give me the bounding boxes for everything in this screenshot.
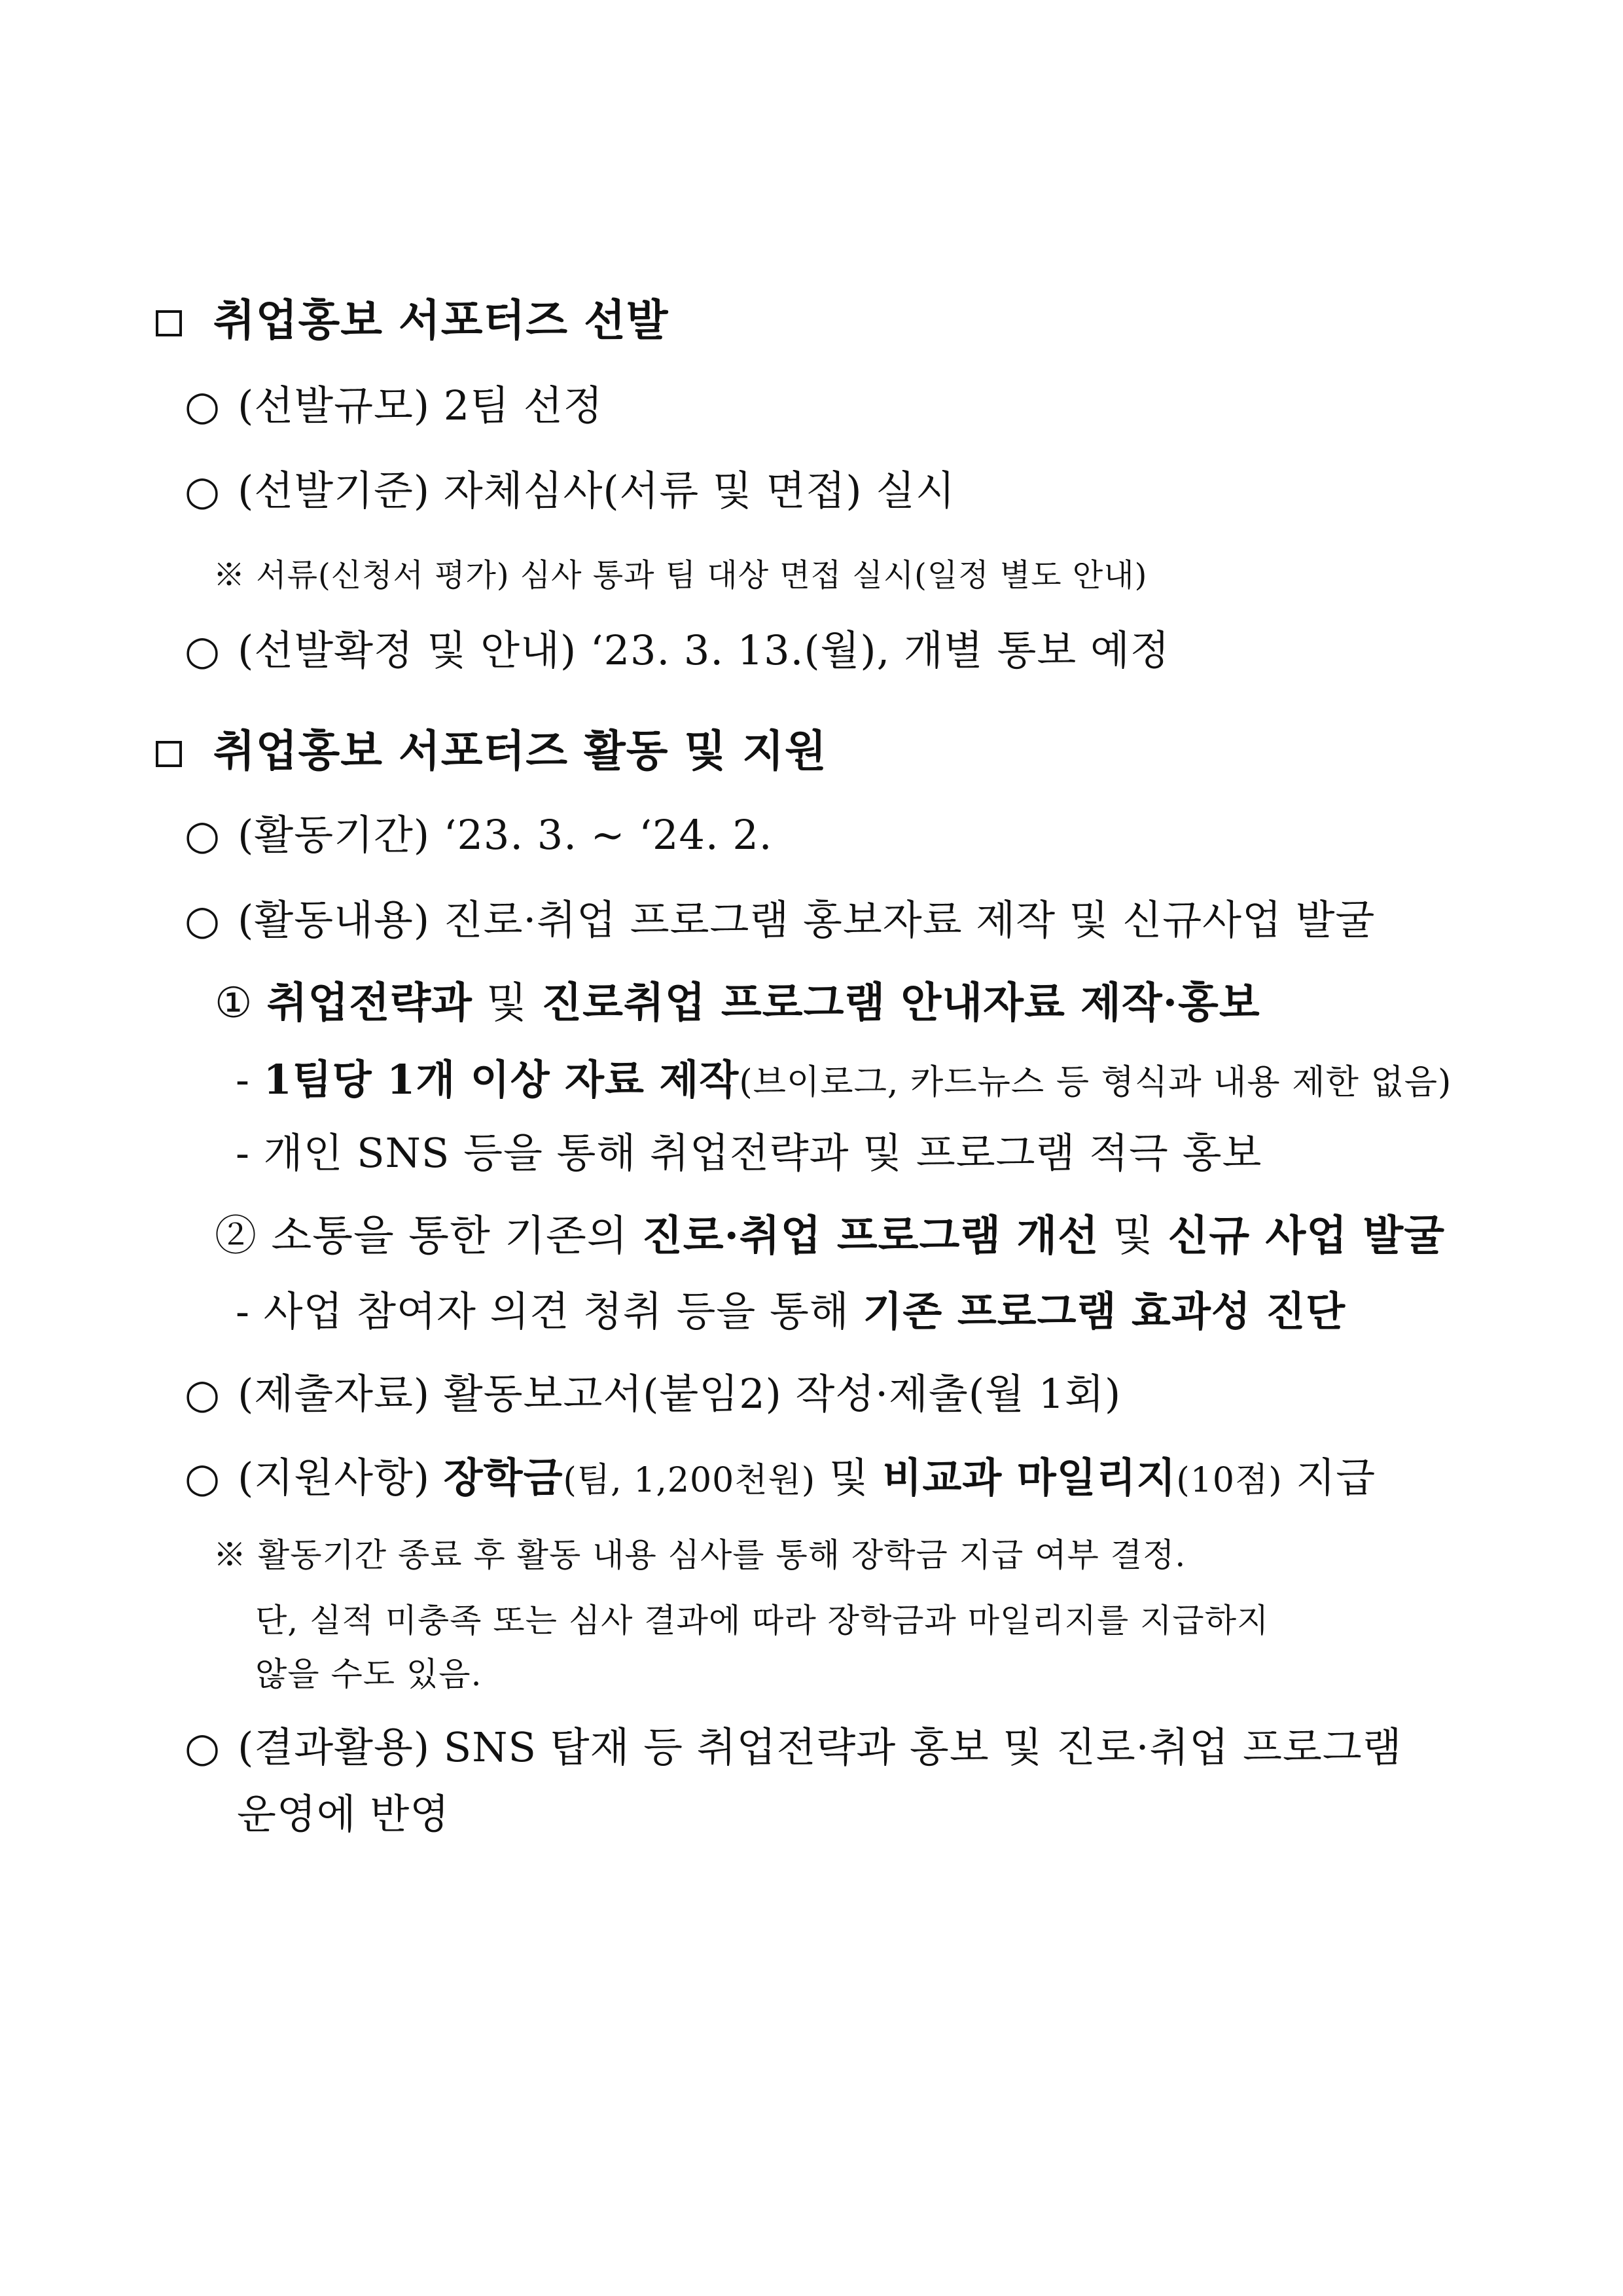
- bullet-text: (선발규모) 2팀 선정: [238, 382, 603, 429]
- bold-text: 장학금: [443, 1454, 563, 1501]
- bullet-item-submit: [185, 1371, 1121, 1417]
- text: 및: [1113, 1212, 1154, 1261]
- number-marker: ①: [215, 979, 253, 1028]
- note-scholarship-line2: 단, 실적 미충족 또는 심사 결과에 따라 장학금과 마일리지를 지급하지: [255, 1602, 1270, 1640]
- bullet-item-result-cont: 운영에 반영: [237, 1790, 450, 1838]
- bold-text: 진로·취업 프로그램 개선: [641, 1211, 1099, 1261]
- circle-bullet-icon: ○: [185, 626, 221, 674]
- text: 사업 참여자 의견 청취 등을 통해: [263, 1287, 849, 1335]
- bullet-text: (결과활용) SNS 탑재 등 취업전략과 홍보 및 진로·취업 프로그램: [238, 1723, 1402, 1771]
- bullet-text: (활동내용) 진로·취업 프로그램 홍보자료 제작 및 신규사업 발굴: [238, 896, 1376, 944]
- circle-bullet-icon: ○: [185, 467, 221, 514]
- section-title: 취업홍보 서포터즈 활동 및 지원: [213, 725, 827, 776]
- bullet-text: (선발기준) 자체심사(서류 및 면접) 실시: [238, 467, 956, 514]
- bullet-item-confirm: [185, 627, 1170, 673]
- sub-item-2a: [236, 1288, 1346, 1335]
- square-bullet-icon: [156, 741, 182, 767]
- circle-bullet-icon: ○: [185, 382, 221, 429]
- note-scholarship-line3: 않을 수도 있음.: [255, 1655, 482, 1693]
- text: 소통을 통한 기존의: [271, 1212, 628, 1261]
- bullet-item-result: [185, 1724, 1402, 1770]
- number-marker: ②: [215, 1212, 257, 1261]
- bullet-text: (제출자료) 활동보고서(붙임2) 작성·제출(월 1회): [238, 1370, 1122, 1418]
- square-bullet-icon: [156, 310, 182, 336]
- sub-item-1b: [236, 1130, 1262, 1176]
- numbered-item-1: [215, 979, 1260, 1028]
- circle-bullet-icon: ○: [185, 811, 221, 859]
- text: 개인 SNS 등을 통해 취업전략과 및 프로그램 적극 홍보: [263, 1129, 1262, 1177]
- text: (10점): [1176, 1461, 1283, 1500]
- sub-item-1a: [236, 1056, 1452, 1103]
- bullet-item-content: [185, 897, 1375, 943]
- bold-text: 기존 프로그램 효과성 진단: [863, 1287, 1346, 1335]
- text: (팀, 1,200천원): [563, 1461, 816, 1500]
- circle-bullet-icon: ○: [185, 1454, 221, 1501]
- bullet-item-criteria: [185, 467, 955, 514]
- section-heading-selection: [156, 296, 669, 346]
- text: (브이로그, 카드뉴스 등 형식과 내용 제한 없음): [739, 1063, 1452, 1102]
- text: 및: [829, 1454, 869, 1501]
- bullet-text: (활동기간) ‘23. 3. ~ ‘24. 2.: [238, 811, 773, 859]
- bold-text: 비교과 마일리지: [882, 1454, 1177, 1501]
- note-scholarship-line1: ※ 활동기간 종료 후 활동 내용 심사를 통해 장학금 지급 여부 결정.: [213, 1536, 1186, 1574]
- text: 및: [486, 979, 528, 1028]
- bold-text: 취업전략과: [266, 978, 473, 1028]
- bullet-text: (선발확정 및 안내) ‘23. 3. 13.(월), 개별 통보 예정: [238, 626, 1170, 674]
- circle-bullet-icon: ○: [185, 1723, 221, 1771]
- bold-text: 신규 사업 발굴: [1168, 1211, 1446, 1261]
- bold-text: 1팀당 1개 이상 자료 제작: [263, 1056, 740, 1103]
- section-title: 취업홍보 서포터즈 선발: [213, 295, 669, 346]
- dash-marker: -: [236, 1287, 250, 1335]
- bold-text: 진로취업 프로그램 안내자료 제작·홍보: [541, 978, 1260, 1028]
- circle-bullet-icon: ○: [185, 896, 221, 944]
- bullet-item-scale: [185, 382, 603, 429]
- bullet-item-period: [185, 812, 772, 858]
- dash-marker: -: [236, 1056, 250, 1103]
- text: 지급: [1296, 1454, 1376, 1501]
- section-heading-activities: [156, 726, 827, 776]
- numbered-item-2: [215, 1212, 1445, 1261]
- bullet-item-support: [185, 1454, 1376, 1501]
- note-interview: ※ 서류(신청서 평가) 심사 통과 팀 대상 면접 실시(일정 별도 안내): [213, 557, 1148, 594]
- circle-bullet-icon: ○: [185, 1370, 221, 1418]
- dash-marker: -: [236, 1129, 250, 1177]
- text: (지원사항): [238, 1454, 431, 1501]
